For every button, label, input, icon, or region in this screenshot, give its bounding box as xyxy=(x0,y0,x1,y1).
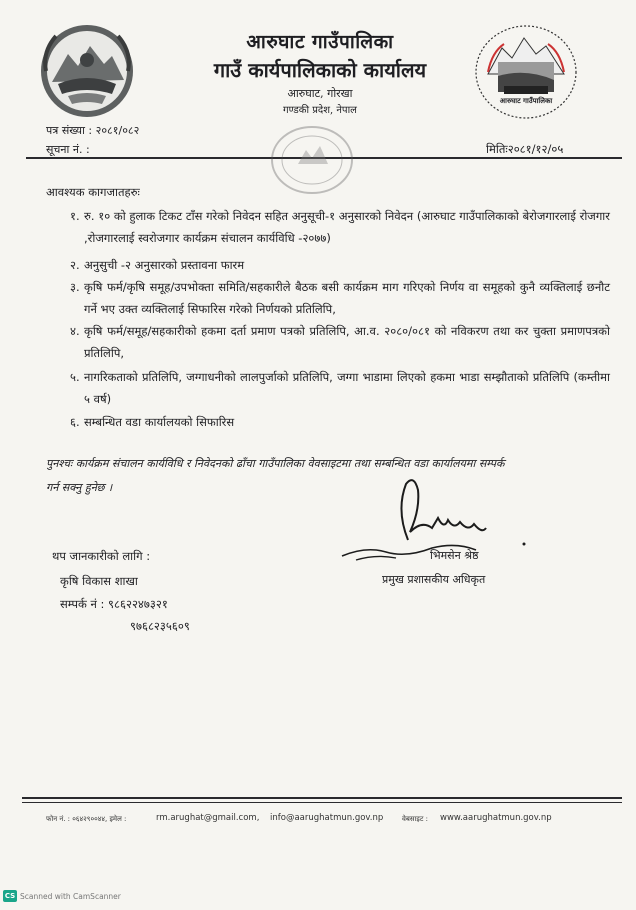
footer-website[interactable]: www.aarughatmun.gov.np xyxy=(440,813,552,823)
footer-divider-top xyxy=(22,797,622,799)
item-number: १. xyxy=(70,209,80,223)
municipality-name: आरुघाट गाउँपालिका xyxy=(246,31,394,53)
item-number: २. xyxy=(70,258,80,272)
documents-heading: आवश्यक कागजातहरुः xyxy=(46,185,140,199)
item-number: ५. xyxy=(70,370,80,384)
contact-branch: कृषि विकास शाखा xyxy=(60,574,138,588)
list-item xyxy=(70,277,610,321)
item-text: कृषि फर्म/कृषि समूह/उपभोक्ता समिति/सहकारीले बैठक बसी कार्यक्रम माग गरिएको निर्णय वा समूहको कुनै व्यक्तिलाई छनौट गर्ने भए उक्त व्यक्तिलाई सिफारिस गरेको निर्णयको प्रतिलिपि, xyxy=(84,280,610,316)
list-item xyxy=(70,321,610,365)
item-text: अनुसुची -२ अनुसारको प्रस्तावना फारम xyxy=(84,258,245,272)
list-item xyxy=(70,206,610,250)
logo-caption: आरुघाट गाउँपालिका xyxy=(499,97,553,105)
list-item xyxy=(70,255,610,277)
letter-date: मितिः२०८१/१२/०५ xyxy=(486,142,564,156)
office-address: आरुघाट, गोरखा xyxy=(287,87,353,100)
note-line-2: गर्न सक्नु हुनेछ । xyxy=(46,481,113,494)
letter-reference-number: पत्र संख्या : २०८१/०८२ xyxy=(46,124,140,137)
office-province: गण्डकी प्रदेश, नेपाल xyxy=(283,105,357,116)
footer-phone: फोन नं. : ०६४२९००४४, इमेल : xyxy=(46,815,127,823)
list-item xyxy=(70,412,610,434)
note-line-1: पुनश्चः कार्यक्रम संचालन कार्यविधि र निवेदनको ढाँचा गाउँपालिका वेवसाइटमा तथा सम्बन्धित वडा कार्यालयमा सम्पर्क xyxy=(46,457,505,470)
footer-email-1[interactable]: rm.arughat@gmail.com, xyxy=(156,813,260,823)
nepal-emblem-logo xyxy=(38,22,136,120)
item-number: ४. xyxy=(70,324,80,338)
municipality-logo xyxy=(474,24,578,120)
item-text: रु. १० को हुलाक टिकट टाँस गरेको निवेदन सहित अनुसूची-१ अनुसारको निवेदन (आरुघाट गाउँपालिकाको बेरोजगारलाई रोजगार ,रोजगारलाई स्वरोजगार कार्यक्रम संचालन कार्यविधि -२०७७) xyxy=(84,209,610,245)
item-text: नागरिकताको प्रतिलिपि, जग्गाधनीको लालपुर्जाको प्रतिलिपि, जग्गा भाडामा लिएको हकमा भाडा सम्झौताको प्रतिलिपि (कम्तीमा ५ वर्ष) xyxy=(84,370,610,406)
camscanner-text: Scanned with CamScanner xyxy=(20,892,121,901)
item-text: कृषि फर्म/समूह/सहकारीको हकमा दर्ता प्रमाण पत्रको प्रतिलिपि, आ.व. २०८०/०८१ को नविकरण तथा कर चुक्ता प्रमाणपत्रको प्रतिलिपि, xyxy=(84,324,610,360)
office-seal-stamp xyxy=(270,124,354,196)
item-text: सम्बन्धित वडा कार्यालयको सिफारिस xyxy=(84,415,235,429)
item-number: ३. xyxy=(70,280,80,294)
signatory-title: प्रमुख प्रशासकीय अधिकृत xyxy=(382,573,486,586)
contact-phone-1: सम्पर्क नं : ९८६२२४७३२१ xyxy=(60,597,168,611)
camscanner-badge: CS xyxy=(4,892,16,900)
footer-divider-bottom xyxy=(22,802,622,803)
footer-website-label: वेबसाइट : xyxy=(402,815,428,823)
contact-phone-2: ९७६८२३५६०९ xyxy=(130,619,190,633)
office-name: गाउँ कार्यपालिकाको कार्यालय xyxy=(213,58,427,82)
footer-email-2[interactable]: info@aarughatmun.gov.np xyxy=(270,813,384,823)
signatory-name: भिमसेन श्रेष्ठ xyxy=(430,549,479,562)
list-item xyxy=(70,367,610,411)
contact-label: थप जानकारीको लागि : xyxy=(52,549,151,563)
notice-number: सूचना नं. : xyxy=(46,143,90,156)
item-number: ६. xyxy=(70,415,80,429)
